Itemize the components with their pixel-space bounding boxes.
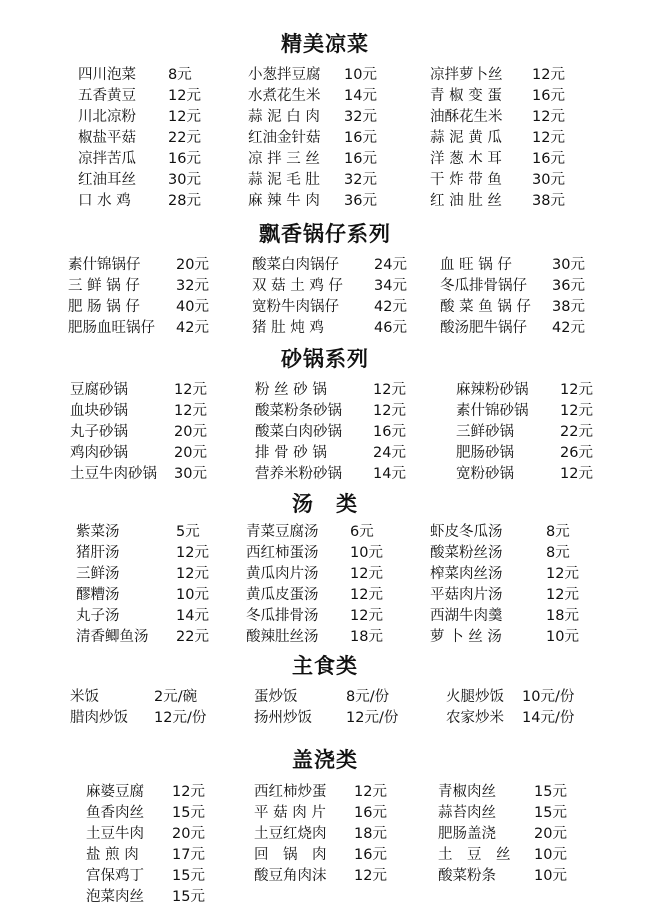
dish-price: 40元 xyxy=(176,299,209,315)
dish-price: 14元 xyxy=(344,88,377,104)
dish-price: 10元 xyxy=(546,629,579,645)
dish-name: 双 菇 土 鸡 仔 xyxy=(252,278,343,294)
dish-price: 8元 xyxy=(168,67,192,83)
dish-price: 10元 xyxy=(344,67,377,83)
dish-name: 鱼香肉丝 xyxy=(86,805,144,821)
dish-price: 16元 xyxy=(354,847,387,863)
dish-name: 营养米粉砂锅 xyxy=(255,466,342,482)
dish-name: 黄瓜肉片汤 xyxy=(246,566,319,582)
dish-name: 水煮花生米 xyxy=(248,88,321,104)
dish-name: 肥 肠 锅 仔 xyxy=(68,299,140,315)
dish-name: 小葱拌豆腐 xyxy=(248,67,321,83)
dish-name: 酸菜白肉砂锅 xyxy=(255,424,342,440)
dish-price: 26元 xyxy=(560,445,593,461)
dish-price: 38元 xyxy=(532,193,565,209)
dish-price: 16元 xyxy=(532,151,565,167)
dish-price: 12元 xyxy=(354,868,387,884)
dish-name: 酸汤肥牛锅仔 xyxy=(440,320,527,336)
dish-price: 30元 xyxy=(168,172,201,188)
dish-price: 12元 xyxy=(532,109,565,125)
dish-price: 16元 xyxy=(532,88,565,104)
dish-price: 34元 xyxy=(374,278,407,294)
dish-name: 酸豆角肉沫 xyxy=(254,868,327,884)
dish-name: 血 旺 锅 仔 xyxy=(440,257,512,273)
dish-name: 蒜 泥 白 肉 xyxy=(248,109,320,125)
dish-price: 8元/份 xyxy=(346,689,390,705)
dish-name: 泡菜肉丝 xyxy=(86,889,144,905)
dish-name: 榨菜肉丝汤 xyxy=(430,566,503,582)
dish-price: 17元 xyxy=(172,847,205,863)
dish-price: 20元 xyxy=(172,826,205,842)
dish-price: 32元 xyxy=(176,278,209,294)
dish-name: 丸子汤 xyxy=(76,608,120,624)
dish-price: 42元 xyxy=(374,299,407,315)
dish-name: 酸菜白肉锅仔 xyxy=(252,257,339,273)
dish-price: 5元 xyxy=(176,524,200,540)
dish-name: 酸菜粉条 xyxy=(438,868,496,884)
dish-name: 油酥花生米 xyxy=(430,109,503,125)
dish-price: 15元 xyxy=(172,889,205,905)
section-title: 砂锅系列 xyxy=(281,347,369,371)
dish-name: 土豆牛肉砂锅 xyxy=(70,466,157,482)
dish-name: 萝 卜 丝 汤 xyxy=(430,629,502,645)
dish-price: 10元/份 xyxy=(522,689,575,705)
dish-price: 12元 xyxy=(373,382,406,398)
dish-price: 12元 xyxy=(532,67,565,83)
dish-name: 洋 葱 木 耳 xyxy=(430,151,502,167)
section-title: 精美凉菜 xyxy=(281,32,369,56)
dish-price: 16元 xyxy=(168,151,201,167)
dish-price: 12元 xyxy=(532,130,565,146)
dish-name: 麻 辣 牛 肉 xyxy=(248,193,320,209)
dish-price: 10元 xyxy=(534,868,567,884)
dish-name: 回 锅 肉 xyxy=(254,847,327,863)
dish-price: 12元 xyxy=(560,382,593,398)
dish-name: 猪肝汤 xyxy=(76,545,120,561)
dish-name: 清香鲫鱼汤 xyxy=(76,629,149,645)
section-title: 汤 类 xyxy=(292,492,358,516)
dish-price: 10元 xyxy=(534,847,567,863)
dish-price: 22元 xyxy=(168,130,201,146)
dish-name: 蛋炒饭 xyxy=(254,689,298,705)
dish-name: 青菜豆腐汤 xyxy=(246,524,319,540)
dish-price: 16元 xyxy=(373,424,406,440)
dish-name: 蒜 泥 黄 瓜 xyxy=(430,130,502,146)
dish-price: 16元 xyxy=(344,130,377,146)
dish-name: 麻辣粉砂锅 xyxy=(456,382,529,398)
dish-name: 醪糟汤 xyxy=(76,587,120,603)
dish-name: 凉 拌 三 丝 xyxy=(248,151,320,167)
dish-price: 30元 xyxy=(532,172,565,188)
dish-price: 15元 xyxy=(172,868,205,884)
dish-price: 10元 xyxy=(176,587,209,603)
dish-price: 12元 xyxy=(373,403,406,419)
dish-name: 干 炸 带 鱼 xyxy=(430,172,502,188)
dish-price: 12元 xyxy=(172,784,205,800)
dish-price: 12元 xyxy=(560,466,593,482)
dish-name: 冬瓜排骨锅仔 xyxy=(440,278,527,294)
dish-name: 农家炒米 xyxy=(446,710,504,726)
dish-price: 18元 xyxy=(546,608,579,624)
section-title: 飘香锅仔系列 xyxy=(259,222,391,246)
dish-name: 肥肠血旺锅仔 xyxy=(68,320,155,336)
dish-name: 土豆红烧肉 xyxy=(254,826,327,842)
dish-name: 扬州炒饭 xyxy=(254,710,312,726)
dish-name: 盐 煎 肉 xyxy=(86,847,139,863)
dish-price: 12元 xyxy=(350,587,383,603)
dish-name: 血块砂锅 xyxy=(70,403,128,419)
dish-name: 黄瓜皮蛋汤 xyxy=(246,587,319,603)
dish-name: 酸 菜 鱼 锅 仔 xyxy=(440,299,531,315)
section-title: 盖浇类 xyxy=(292,748,358,772)
dish-price: 14元/份 xyxy=(522,710,575,726)
dish-name: 麻婆豆腐 xyxy=(86,784,144,800)
dish-name: 紫菜汤 xyxy=(76,524,120,540)
dish-price: 16元 xyxy=(344,151,377,167)
dish-name: 冬瓜排骨汤 xyxy=(246,608,319,624)
dish-name: 宽粉牛肉锅仔 xyxy=(252,299,339,315)
dish-name: 素什锦锅仔 xyxy=(68,257,141,273)
dish-price: 20元 xyxy=(534,826,567,842)
dish-price: 12元 xyxy=(350,608,383,624)
dish-name: 素什锦砂锅 xyxy=(456,403,529,419)
dish-price: 12元 xyxy=(546,566,579,582)
dish-price: 15元 xyxy=(534,784,567,800)
dish-price: 12元/份 xyxy=(154,710,207,726)
dish-name: 青 椒 变 蛋 xyxy=(430,88,502,104)
dish-price: 20元 xyxy=(174,445,207,461)
dish-price: 42元 xyxy=(552,320,585,336)
dish-name: 三鲜砂锅 xyxy=(456,424,514,440)
dish-price: 12元 xyxy=(546,587,579,603)
dish-price: 24元 xyxy=(373,445,406,461)
dish-price: 32元 xyxy=(344,172,377,188)
dish-name: 酸菜粉丝汤 xyxy=(430,545,503,561)
dish-price: 42元 xyxy=(176,320,209,336)
dish-name: 西红柿炒蛋 xyxy=(254,784,327,800)
dish-price: 14元 xyxy=(176,608,209,624)
dish-name: 三 鲜 锅 仔 xyxy=(68,278,140,294)
dish-price: 12元 xyxy=(176,566,209,582)
dish-name: 红油金针菇 xyxy=(248,130,321,146)
dish-name: 口 水 鸡 xyxy=(78,193,131,209)
dish-name: 五香黄豆 xyxy=(78,88,136,104)
dish-name: 鸡肉砂锅 xyxy=(70,445,128,461)
dish-price: 28元 xyxy=(168,193,201,209)
dish-name: 粉 丝 砂 锅 xyxy=(255,382,327,398)
dish-price: 12元 xyxy=(168,109,201,125)
dish-price: 22元 xyxy=(176,629,209,645)
dish-price: 18元 xyxy=(354,826,387,842)
dish-name: 西湖牛肉羹 xyxy=(430,608,503,624)
dish-price: 32元 xyxy=(344,109,377,125)
dish-price: 12元/份 xyxy=(346,710,399,726)
dish-name: 豆腐砂锅 xyxy=(70,382,128,398)
dish-name: 椒盐平菇 xyxy=(78,130,136,146)
dish-price: 8元 xyxy=(546,545,570,561)
dish-price: 30元 xyxy=(552,257,585,273)
dish-price: 22元 xyxy=(560,424,593,440)
dish-name: 火腿炒饭 xyxy=(446,689,504,705)
dish-name: 青椒肉丝 xyxy=(438,784,496,800)
dish-name: 三鲜汤 xyxy=(76,566,120,582)
dish-name: 酸菜粉条砂锅 xyxy=(255,403,342,419)
dish-price: 12元 xyxy=(560,403,593,419)
dish-price: 2元/碗 xyxy=(154,689,198,705)
dish-name: 酸辣肚丝汤 xyxy=(246,629,319,645)
dish-name: 凉拌萝卜丝 xyxy=(430,67,503,83)
dish-name: 宽粉砂锅 xyxy=(456,466,514,482)
dish-name: 蒜 泥 毛 肚 xyxy=(248,172,320,188)
dish-name: 四川泡菜 xyxy=(78,67,136,83)
section-title: 主食类 xyxy=(292,654,358,678)
dish-price: 24元 xyxy=(374,257,407,273)
dish-name: 宫保鸡丁 xyxy=(86,868,144,884)
dish-name: 丸子砂锅 xyxy=(70,424,128,440)
dish-price: 46元 xyxy=(374,320,407,336)
dish-price: 10元 xyxy=(350,545,383,561)
dish-price: 18元 xyxy=(350,629,383,645)
dish-name: 蒜苔肉丝 xyxy=(438,805,496,821)
dish-price: 14元 xyxy=(373,466,406,482)
dish-price: 12元 xyxy=(174,382,207,398)
dish-name: 平 菇 肉 片 xyxy=(254,805,326,821)
dish-name: 川北凉粉 xyxy=(78,109,136,125)
dish-price: 6元 xyxy=(350,524,374,540)
dish-price: 12元 xyxy=(354,784,387,800)
dish-price: 12元 xyxy=(168,88,201,104)
dish-price: 8元 xyxy=(546,524,570,540)
dish-name: 猪 肚 炖 鸡 xyxy=(252,320,324,336)
dish-price: 36元 xyxy=(344,193,377,209)
dish-name: 米饭 xyxy=(70,689,99,705)
dish-name: 红油耳丝 xyxy=(78,172,136,188)
dish-price: 12元 xyxy=(176,545,209,561)
dish-price: 20元 xyxy=(176,257,209,273)
dish-price: 15元 xyxy=(172,805,205,821)
dish-name: 凉拌苦瓜 xyxy=(78,151,136,167)
dish-price: 36元 xyxy=(552,278,585,294)
dish-name: 排 骨 砂 锅 xyxy=(255,445,327,461)
dish-name: 肥肠砂锅 xyxy=(456,445,514,461)
dish-price: 12元 xyxy=(350,566,383,582)
dish-price: 38元 xyxy=(552,299,585,315)
dish-price: 12元 xyxy=(174,403,207,419)
dish-name: 腊肉炒饭 xyxy=(70,710,128,726)
dish-name: 肥肠盖浇 xyxy=(438,826,496,842)
dish-name: 红 油 肚 丝 xyxy=(430,193,502,209)
dish-name: 土 豆 丝 xyxy=(438,847,511,863)
dish-name: 虾皮冬瓜汤 xyxy=(430,524,503,540)
dish-name: 土豆牛肉 xyxy=(86,826,144,842)
dish-price: 30元 xyxy=(174,466,207,482)
dish-price: 15元 xyxy=(534,805,567,821)
dish-name: 平菇肉片汤 xyxy=(430,587,503,603)
dish-price: 20元 xyxy=(174,424,207,440)
dish-price: 16元 xyxy=(354,805,387,821)
dish-name: 西红柿蛋汤 xyxy=(246,545,319,561)
